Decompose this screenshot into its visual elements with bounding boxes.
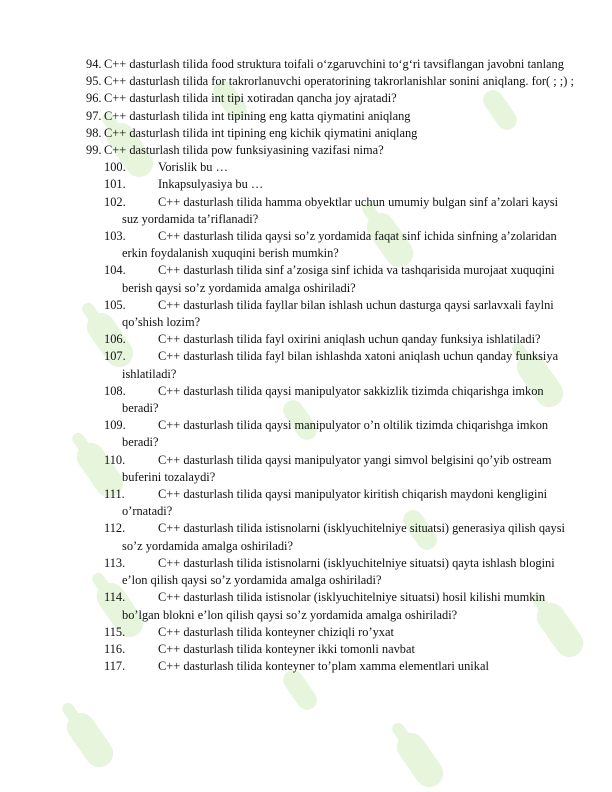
question-number: 115. bbox=[104, 624, 126, 639]
question-number: 117. bbox=[104, 659, 126, 674]
question-number: 113. bbox=[104, 555, 126, 570]
question-text: C++ dasturlash tilida int tipi xotiradan qancha joy ajratadi? bbox=[104, 91, 397, 106]
question-number: 107. bbox=[104, 349, 126, 364]
question-text: C++ dasturlash tilida pow funksiyasining vazifasi nima? bbox=[104, 143, 384, 158]
question-text: C++ dasturlash tilida konteyner chiziqli ro’yxat bbox=[158, 624, 394, 639]
question-item: 94. C++ dasturlash tilida food struktura toifali o‘zgaruvchini to‘g‘ri tavsiflangan javobni tanlang bbox=[86, 57, 564, 71]
question-text: C++ dasturlash tilida istisnolarni (isklyuchitelniye situatsi) qayta ishlash blogini e’lon qilish qaysi so’z yordamida amalga oshiriladi? bbox=[122, 555, 555, 588]
question-text: C++ dasturlash tilida qaysi manipulyator sakkizlik tizimda chiqarishga imkon beradi? bbox=[122, 383, 544, 416]
question-number: 110. bbox=[104, 452, 126, 467]
question-text: C++ dasturlash tilida qaysi so’z yordamida faqat sinf ichida sinfning a’zolaridan erkin foydalanish xuquqini berish mumkin? bbox=[122, 229, 557, 261]
question-item bbox=[104, 159, 574, 176]
question-text: C++ dasturlash tilida int tipining eng kichik qiymatini aniqlang bbox=[104, 125, 418, 140]
question-item bbox=[104, 228, 574, 262]
question-number: 100. bbox=[104, 160, 126, 175]
question-item bbox=[104, 262, 574, 296]
question-text: C++ dasturlash tilida istisnolar (isklyuchitelniye situatsi) hosil kilishi mumkin bo’lgan blokni e’lon qilish qaysi so’z yordamida amalga oshiriladi? bbox=[122, 590, 546, 622]
question-item: 99. C++ dasturlash tilida pow funksiyasining vazifasi nima? bbox=[86, 143, 384, 158]
question-item bbox=[104, 486, 574, 520]
question-number: 105. bbox=[104, 297, 126, 312]
question-number: 114. bbox=[104, 590, 126, 605]
question-number: 104. bbox=[104, 263, 126, 278]
question-item: 95. C++ dasturlash tilida for takrorlanuvchi operatorining takrorlanishlar sonini aniqlang. for( ; ;) ; bbox=[86, 74, 574, 89]
question-text: C++ dasturlash tilida hamma obyektlar uchun umumiy bulgan sinf a’zolari kaysi suz yordamida ta’riflanadi? bbox=[122, 194, 559, 226]
question-text: C++ dasturlash tilida sinf a’zosiga sinf ichida va tashqarisida murojaat xuquqini berish qaysi so’z yordamida amalga oshiriladi? bbox=[122, 263, 555, 295]
question-item: 97. C++ dasturlash tilida int tipining eng katta qiymatini aniqlang bbox=[86, 108, 411, 123]
question-text: C++ dasturlash tilida food struktura toifali o‘zgaruvchini to‘g‘ri tavsiflangan javobni tanlang bbox=[104, 57, 564, 71]
question-item: 98. C++ dasturlash tilida int tipining eng kichik qiymatini aniqlang bbox=[86, 125, 418, 140]
question-item bbox=[104, 417, 574, 451]
question-text: C++ dasturlash tilida for takrorlanuvchi operatorining takrorlanishlar sonini aniqlang. for( ; ;) ; bbox=[104, 74, 574, 89]
question-number: 102. bbox=[104, 194, 126, 209]
question-list bbox=[86, 56, 574, 675]
question-item bbox=[104, 641, 574, 658]
question-number: 116. bbox=[104, 641, 126, 656]
question-text: Inkapsulyasiya bu … bbox=[158, 177, 264, 192]
question-item bbox=[104, 331, 574, 348]
question-number: 111. bbox=[104, 487, 125, 502]
question-text: C++ dasturlash tilida qaysi manipulyator o’n oltilik tizimda chiqarishga imkon beradi? bbox=[122, 418, 549, 450]
question-number: 106. bbox=[104, 332, 126, 347]
question-item bbox=[104, 297, 574, 331]
question-item: 96. C++ dasturlash tilida int tipi xotiradan qancha joy ajratadi? bbox=[86, 91, 397, 106]
question-number: 108. bbox=[104, 383, 126, 398]
question-number: 101. bbox=[104, 177, 126, 192]
question-item bbox=[104, 348, 574, 382]
question-number: 103. bbox=[104, 229, 126, 244]
question-item bbox=[104, 176, 574, 193]
question-item bbox=[104, 452, 574, 486]
question-text: C++ dasturlash tilida int tipining eng katta qiymatini aniqlang bbox=[104, 108, 411, 123]
question-text: C++ dasturlash tilida fayl oxirini aniqlash uchun qanday funksiya ishlatiladi? bbox=[158, 332, 541, 347]
question-text: C++ dasturlash tilida qaysi manipulyator kiritish chiqarish maydoni kengligini o’rnatadi? bbox=[122, 487, 548, 519]
question-number: 109. bbox=[104, 418, 126, 433]
question-item bbox=[104, 194, 574, 228]
question-item bbox=[104, 658, 574, 675]
question-text: C++ dasturlash tilida fayl bilan ishlashda xatoni aniqlash uchun qanday funksiya ishlatiladi? bbox=[122, 349, 559, 381]
question-text: C++ dasturlash tilida konteyner ikki tomonli navbat bbox=[158, 641, 415, 656]
question-text: C++ dasturlash tilida konteyner to’plam xamma elementlari unikal bbox=[158, 659, 489, 674]
question-item bbox=[104, 624, 574, 641]
question-text: C++ dasturlash tilida istisnolarni (isklyuchitelniye situatsi) generasiya qilish qaysi so’z yordamida amalga oshiriladi? bbox=[122, 521, 565, 553]
question-text: C++ dasturlash tilida fayllar bilan ishlash uchun dasturga qaysi sarlavxali faylni qo’shish lozim? bbox=[122, 297, 554, 330]
question-text: C++ dasturlash tilida qaysi manipulyator yangi simvol belgisini qo’yib ostream buferini tozalaydi? bbox=[122, 452, 552, 484]
question-item bbox=[104, 520, 574, 554]
question-item bbox=[104, 555, 574, 589]
question-text: Vorislik bu … bbox=[158, 160, 228, 175]
question-item bbox=[104, 589, 574, 623]
question-number: 112. bbox=[104, 521, 126, 536]
question-item bbox=[104, 383, 574, 417]
